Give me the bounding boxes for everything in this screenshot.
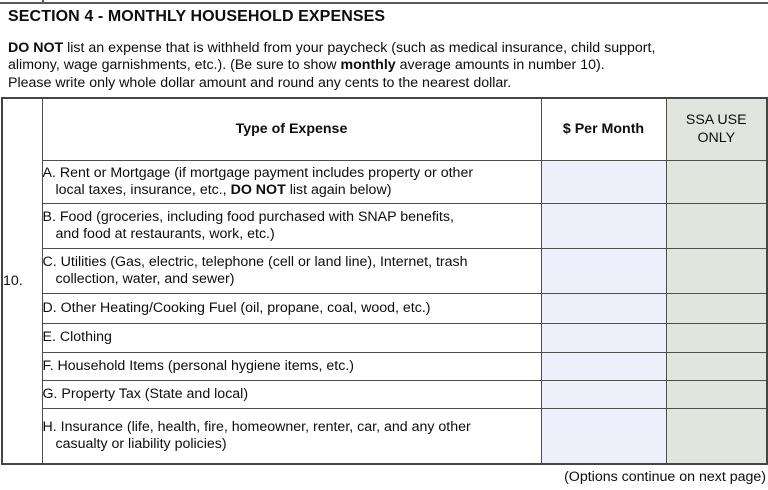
col-header-ssa-use-only [666,98,767,160]
ssa-use-only-cell [666,160,767,203]
ssa-use-only-cell [666,408,767,464]
top-divider [0,2,768,4]
expense-label-line1: G. Property Tax (State and local) [42,385,249,402]
ssa-use-only-cell [666,323,767,352]
section-title: SECTION 4 - MONTHLY HOUSEHOLD EXPENSES [8,8,386,25]
expense-label-line1: A. Rent or Mortgage (if mortgage payment includes property or other [42,164,474,181]
expense-row [2,203,767,248]
ssa-use-only-cell [666,352,767,380]
ssa-header-line1: SSA USE [685,112,747,129]
expense-row [2,408,767,464]
expense-label-line2: collection, water, and sewer) [55,270,235,287]
expense-label-line1: F. Household Items (personal hygiene items, etc.) [42,357,354,374]
instructions-line: DO NOT list an expense that is withheld from your paycheck (such as medical insurance, child support, [8,40,656,56]
ssa-use-only-cell [666,248,767,293]
amount-input-field[interactable] [541,352,666,380]
expense-label [42,293,541,323]
ssa-use-only-cell [666,203,767,248]
expense-label-line1: E. Clothing [42,329,112,345]
continuation-note: (Options continue on next page) [564,469,766,485]
expense-label-line2: casualty or liability policies) [55,435,227,452]
amount-input-field[interactable] [541,380,666,408]
amount-input-field[interactable] [541,408,666,464]
expense-label-line2: local taxes, insurance, etc., DO NOT list again below) [55,181,392,198]
instructions-line: alimony, wage garnishments, etc.). (Be sure to show monthly average amounts in number 10). [8,57,605,74]
expense-label-line1: C. Utilities (Gas, electric, telephone (cell or land line), Internet, trash [42,253,468,270]
expenses-table [1,97,768,465]
expense-label [42,160,541,203]
expense-label [42,323,541,352]
col-header-per-month: $ Per Month [541,98,666,160]
item-number: 10. [2,98,42,464]
expense-label-line1: D. Other Heating/Cooking Fuel (oil, propane, coal, wood, etc.) [42,299,431,316]
expense-label [42,380,541,408]
expense-row [2,160,767,203]
expense-label [42,408,541,464]
amount-input-field[interactable] [541,248,666,293]
amount-input-field[interactable] [541,323,666,352]
amount-input-field[interactable] [541,160,666,203]
expense-row [2,352,767,380]
expense-row [2,380,767,408]
amount-input-field[interactable] [541,293,666,323]
expense-row [2,323,767,352]
expense-label-line1: B. Food (groceries, including food purchased with SNAP benefits, [42,208,454,225]
expense-label-line2: and food at restaurants, work, etc.) [55,225,275,242]
expense-row [2,293,767,323]
instructions-text [8,40,655,92]
ssa-use-only-cell [666,293,767,323]
table-header-row [2,98,767,160]
ssa-header-line2: ONLY [697,130,736,147]
expense-label [42,248,541,293]
expense-label [42,352,541,380]
ssa-use-only-cell [666,380,767,408]
col-header-type-of-expense: Type of Expense [42,98,541,160]
expense-label [42,203,541,248]
amount-input-field[interactable] [541,203,666,248]
instructions-line: Please write only whole dollar amount and round any cents to the nearest dollar. [8,74,512,91]
expense-label-line1: H. Insurance (life, health, fire, homeowner, renter, car, and any other [42,418,471,435]
expense-row [2,248,767,293]
